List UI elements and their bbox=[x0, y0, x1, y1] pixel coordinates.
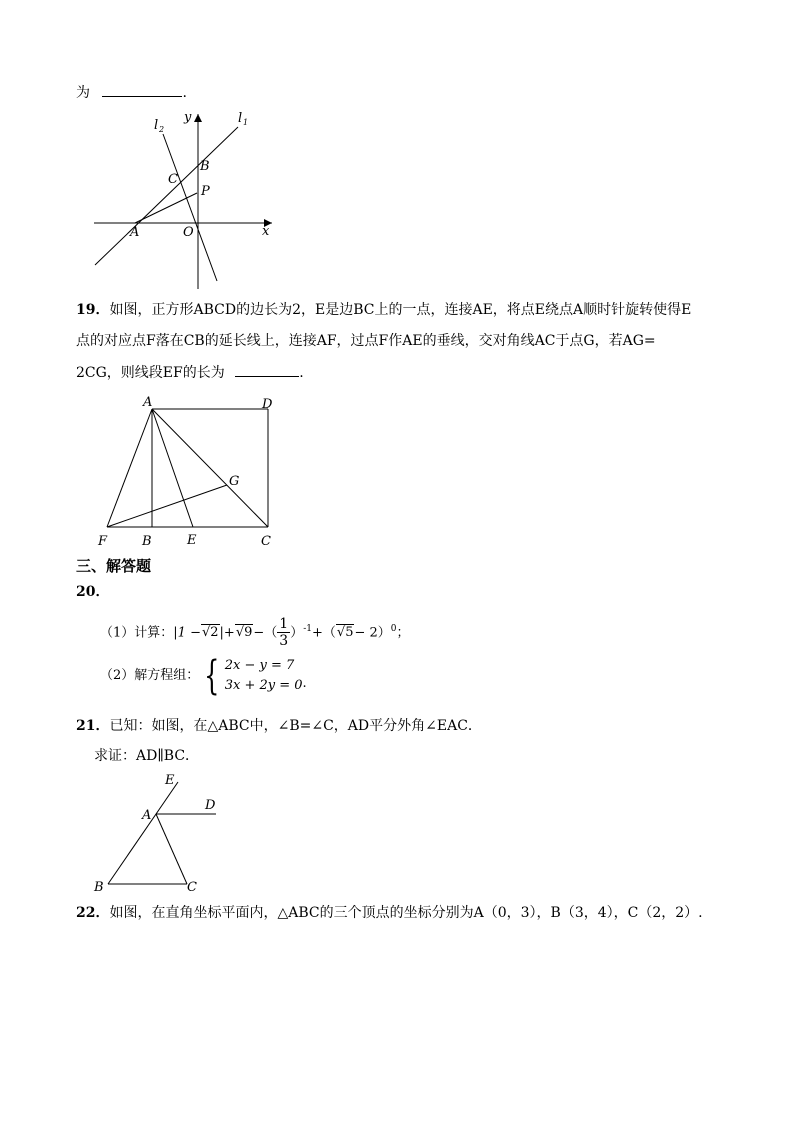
label-e: E bbox=[187, 533, 197, 548]
q20-abs-open: |1 − bbox=[173, 625, 201, 641]
label-a: A bbox=[142, 808, 152, 823]
fraction-numerator: 1 bbox=[279, 616, 289, 633]
segment-ap bbox=[135, 193, 197, 223]
q22-text-1: 如图，在直角坐标平面内，△ABC的三个顶点的坐标分别为A（0，3），B（3，4），C（2，2）. bbox=[109, 905, 703, 921]
figure-q21-triangle bbox=[88, 772, 228, 896]
label-l2: l bbox=[154, 118, 159, 133]
label-a: A bbox=[130, 225, 140, 240]
q21-number: 21． bbox=[76, 718, 110, 734]
label-b: B bbox=[142, 534, 152, 549]
label-c: C bbox=[261, 534, 271, 549]
q19-line1 bbox=[76, 300, 691, 320]
q19-text-2: 点的对应点F落在CB的延长线上，连接AF，过点F作AE的垂线，交对角线AC于点G，若AG= bbox=[76, 333, 656, 349]
q20-number: 20． bbox=[76, 584, 110, 600]
diagonal-ac bbox=[152, 409, 268, 527]
q21-text-1: 已知：如图，在△ABC中，∠B=∠C，AD平分外角∠EAC． bbox=[109, 718, 482, 734]
q22-line1 bbox=[76, 903, 703, 923]
label-g: G bbox=[229, 474, 240, 489]
brace-icon: { bbox=[204, 652, 220, 699]
q19-answer-blank[interactable] bbox=[235, 362, 299, 377]
label-d: D bbox=[205, 798, 216, 813]
q20-minus-paren: −（ bbox=[253, 625, 278, 641]
q20-plus-paren: +（ bbox=[312, 625, 336, 641]
line-be bbox=[108, 782, 178, 884]
label-a: A bbox=[143, 395, 153, 410]
equation-1: 2x − y = 7 bbox=[224, 657, 295, 673]
q21-line1 bbox=[76, 716, 482, 736]
q20-semicolon: ； bbox=[396, 625, 410, 641]
q19-number: 19． bbox=[76, 302, 110, 318]
side-ac bbox=[156, 814, 187, 884]
q20-paren-close: ） bbox=[290, 625, 304, 641]
q18-answer-line bbox=[76, 82, 187, 103]
label-p: P bbox=[201, 184, 210, 199]
label-l2-sub: 2 bbox=[159, 125, 165, 134]
q19-line3 bbox=[76, 362, 304, 383]
q20-line bbox=[76, 582, 109, 602]
label-b: B bbox=[200, 159, 210, 174]
q22-number: 22． bbox=[76, 905, 110, 921]
label-o: O bbox=[183, 225, 194, 240]
q18-suffix: . bbox=[182, 85, 187, 101]
segment-fg bbox=[107, 485, 227, 527]
label-c: C bbox=[168, 172, 178, 187]
q20-abs-close: |+ bbox=[219, 625, 235, 641]
q21-line2: 求证：AD∥BC． bbox=[94, 748, 200, 764]
q19-line2 bbox=[76, 331, 656, 351]
sqrt-9: √9 bbox=[235, 625, 253, 641]
q18-answer-blank[interactable] bbox=[102, 82, 182, 97]
label-d: D bbox=[262, 397, 273, 412]
fraction-denominator: 3 bbox=[279, 633, 289, 650]
q20-part1-label: （1）计算： bbox=[100, 625, 174, 641]
label-f: F bbox=[98, 534, 108, 549]
exponent-zero: 0 bbox=[390, 624, 397, 634]
label-y: y bbox=[184, 110, 192, 125]
figure-q18-coordinate-plane bbox=[80, 104, 280, 294]
label-c: C bbox=[187, 880, 197, 895]
y-axis-arrow bbox=[194, 114, 202, 122]
equation-2: 3x + 2y = 0 bbox=[224, 677, 303, 693]
equation-system bbox=[225, 656, 303, 696]
q20-period: . bbox=[302, 676, 307, 691]
exponent-neg-one: -1 bbox=[303, 624, 312, 634]
fraction-one-third bbox=[277, 616, 290, 649]
label-l1: l bbox=[238, 111, 243, 126]
q19-text-1: 如图，正方形ABCD的边长为2，E是边BC上的一点，连接AE，将点E绕点A顺时针旋转使得E bbox=[109, 302, 692, 318]
q20-part2 bbox=[100, 654, 307, 698]
sqrt-2: √2 bbox=[201, 625, 219, 641]
figure-q19-square bbox=[90, 392, 290, 550]
label-x: x bbox=[262, 224, 270, 239]
q18-prefix: 为 bbox=[76, 85, 90, 101]
label-e: E bbox=[165, 773, 175, 788]
line-l1 bbox=[95, 127, 238, 265]
segment-af bbox=[107, 409, 152, 527]
sqrt-5: √5 bbox=[336, 625, 354, 641]
section-heading: 三、解答题 bbox=[76, 557, 152, 575]
label-l1-sub: 1 bbox=[243, 118, 249, 127]
line-l2 bbox=[163, 134, 217, 281]
q19-end: . bbox=[299, 365, 304, 381]
label-b: B bbox=[94, 880, 104, 895]
q20-part2-label: （2）解方程组： bbox=[100, 668, 200, 683]
q20-minus-two: − 2） bbox=[354, 625, 391, 641]
q20-part1 bbox=[100, 612, 410, 650]
q19-text-3: 2CG，则线段EF的长为 bbox=[76, 365, 225, 381]
